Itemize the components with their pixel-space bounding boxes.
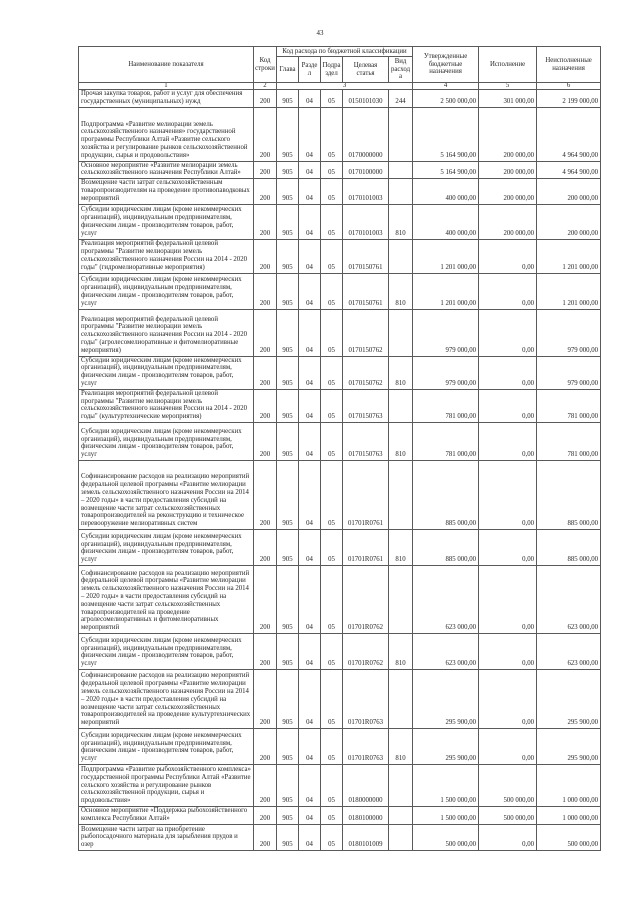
section-cell: 04: [299, 806, 321, 824]
expense-type-cell: [389, 565, 413, 633]
row-code-cell: 200: [254, 389, 277, 422]
section-cell: 04: [299, 239, 321, 273]
column-number: 1: [79, 83, 254, 90]
executed-amount-cell: 0,00: [479, 356, 537, 389]
expense-type-cell: 810: [389, 728, 413, 764]
chapter-cell: 905: [277, 107, 299, 161]
executed-amount-cell: 0,00: [479, 565, 537, 633]
row-name-cell: Софинансирование расходов на реализацию мероприятий федеральной целевой программы «Развитие мелиорации земель сельскохозяйственного назначения России на 2014 – 2020 годы» в части предоставления субсидий на возмещение части затрат сельскохозяйственных товаропроизводителей на проведение агролесомелиоративных и фитомелиоративных мероприятий: [79, 565, 254, 633]
row-name-cell: Субсидии юридическим лицам (кроме некоммерческих организаций), индивидуальным предпринимателям, физическим лицам - производителям товаров, работ, услуг: [79, 356, 254, 389]
row-name-cell: Субсидии юридическим лицам (кроме некоммерческих организаций), индивидуальным предпринимателям, физическим лицам - производителям товаров, работ, услуг: [79, 204, 254, 239]
target-article-cell: 0170101003: [343, 179, 389, 204]
chapter-cell: 905: [277, 565, 299, 633]
table-row: [79, 90, 601, 108]
table-row: [79, 273, 601, 309]
chapter-cell: 905: [277, 633, 299, 669]
table-row: [79, 204, 601, 239]
subsection-cell: 05: [321, 389, 343, 422]
row-name-cell: Софинансирование расходов на реализацию мероприятий федеральной целевой программы «Развитие мелиорации земель сельскохозяйственного назначения России на 2014 – 2020 годы» в части предоставления субсидий на возмещение части затрат сельскохозяйственных товаропроизводителей на проведение культуртехнических мероприятий: [79, 669, 254, 728]
target-article-cell: 0170150762: [343, 356, 389, 389]
header-subsection: Подраздел: [321, 57, 343, 83]
section-cell: 04: [299, 565, 321, 633]
approved-amount-cell: 1 500 000,00: [413, 806, 479, 824]
row-name-cell: Реализация мероприятий федеральной целевой программы "Развитие мелиорации земель сельскохозяйственного назначения России на 2014 - 2020 годы" (агролесомелиоративные и фитомелиоративные мероприятия): [79, 309, 254, 356]
row-code-cell: 200: [254, 529, 277, 565]
target-article-cell: 0180000000: [343, 764, 389, 806]
table-row: [79, 728, 601, 764]
target-article-cell: 01701R0763: [343, 728, 389, 764]
expense-type-cell: 810: [389, 633, 413, 669]
approved-amount-cell: 1 201 000,00: [413, 239, 479, 273]
row-code-cell: 200: [254, 204, 277, 239]
chapter-cell: 905: [277, 179, 299, 204]
executed-amount-cell: 200 000,00: [479, 204, 537, 239]
executed-amount-cell: 0,00: [479, 728, 537, 764]
target-article-cell: 0170150763: [343, 422, 389, 460]
unexecuted-amount-cell: 781 000,00: [537, 389, 601, 422]
executed-amount-cell: 0,00: [479, 239, 537, 273]
executed-amount-cell: 0,00: [479, 309, 537, 356]
row-name-cell: Субсидии юридическим лицам (кроме некоммерческих организаций), индивидуальным предпринимателям, физическим лицам - производителям товаров, работ, услуг: [79, 422, 254, 460]
executed-amount-cell: 0,00: [479, 460, 537, 529]
section-cell: 04: [299, 107, 321, 161]
target-article-cell: 0170150761: [343, 273, 389, 309]
section-cell: 04: [299, 728, 321, 764]
row-name-cell: Прочая закупка товаров, работ и услуг для обеспечения государственных (муниципальных) нужд: [79, 90, 254, 108]
unexecuted-amount-cell: 885 000,00: [537, 460, 601, 529]
column-number-row: [79, 83, 601, 90]
subsection-cell: 05: [321, 764, 343, 806]
column-number: 6: [537, 83, 601, 90]
target-article-cell: 01701R0761: [343, 529, 389, 565]
unexecuted-amount-cell: 200 000,00: [537, 179, 601, 204]
section-cell: 04: [299, 356, 321, 389]
table-row: [79, 356, 601, 389]
subsection-cell: 05: [321, 356, 343, 389]
row-name-cell: Основное мероприятие «Развитие мелиорации земель сельскохозяйственного назначения Республики Алтай»: [79, 161, 254, 179]
subsection-cell: 05: [321, 239, 343, 273]
chapter-cell: 905: [277, 204, 299, 239]
target-article-cell: 01701R0761: [343, 460, 389, 529]
approved-amount-cell: 295 900,00: [413, 728, 479, 764]
approved-amount-cell: 295 900,00: [413, 669, 479, 728]
row-name-cell: Субсидии юридическим лицам (кроме некоммерческих организаций), индивидуальным предпринимателям, физическим лицам - производителям товаров, работ, услуг: [79, 273, 254, 309]
chapter-cell: 905: [277, 389, 299, 422]
chapter-cell: 905: [277, 273, 299, 309]
unexecuted-amount-cell: 1 000 000,00: [537, 764, 601, 806]
table-row: [79, 422, 601, 460]
section-cell: 04: [299, 824, 321, 850]
subsection-cell: 05: [321, 204, 343, 239]
section-cell: 04: [299, 204, 321, 239]
executed-amount-cell: 0,00: [479, 633, 537, 669]
subsection-cell: 05: [321, 806, 343, 824]
subsection-cell: 05: [321, 422, 343, 460]
chapter-cell: 905: [277, 669, 299, 728]
subsection-cell: 05: [321, 90, 343, 108]
target-article-cell: 0170101003: [343, 204, 389, 239]
header-budget-code-group: Код расхода по бюджетной классификации: [277, 47, 413, 57]
approved-amount-cell: 781 000,00: [413, 422, 479, 460]
table-row: [79, 239, 601, 273]
executed-amount-cell: 500 000,00: [479, 806, 537, 824]
table-row: [79, 161, 601, 179]
unexecuted-amount-cell: 295 900,00: [537, 669, 601, 728]
header-chapter: Глава: [277, 57, 299, 83]
executed-amount-cell: 0,00: [479, 422, 537, 460]
section-cell: 04: [299, 90, 321, 108]
target-article-cell: 0180101009: [343, 824, 389, 850]
row-code-cell: 200: [254, 669, 277, 728]
target-article-cell: 0180100000: [343, 806, 389, 824]
row-name-cell: Реализация мероприятий федеральной целевой программы "Развитие мелиорации земель сельскохозяйственного назначения России на 2014 - 2020 годы" (гидромелиоративные мероприятия): [79, 239, 254, 273]
expense-type-cell: [389, 764, 413, 806]
table-row: [79, 806, 601, 824]
section-cell: 04: [299, 460, 321, 529]
expense-type-cell: [389, 460, 413, 529]
expense-type-cell: [389, 239, 413, 273]
row-name-cell: Субсидии юридическим лицам (кроме некоммерческих организаций), индивидуальным предпринимателям, физическим лицам - производителям товаров, работ, услуг: [79, 529, 254, 565]
unexecuted-amount-cell: 295 900,00: [537, 728, 601, 764]
row-name-cell: Софинансирование расходов на реализацию мероприятий федеральной целевой программы «Развитие мелиорации земель сельскохозяйственного назначения России на 2014 – 2020 годы» в части предоставления субсидий на возмещение части затрат сельскохозяйственных товаропроизводителей на реконструкцию и техническое перевооружение мелиоративных систем: [79, 460, 254, 529]
page-number: 43: [316, 29, 324, 37]
header-expense-type: Вид расхода: [389, 57, 413, 83]
unexecuted-amount-cell: 623 000,00: [537, 633, 601, 669]
unexecuted-amount-cell: 500 000,00: [537, 824, 601, 850]
subsection-cell: 05: [321, 565, 343, 633]
approved-amount-cell: 885 000,00: [413, 529, 479, 565]
column-number: 5: [479, 83, 537, 90]
approved-amount-cell: 885 000,00: [413, 460, 479, 529]
expense-type-cell: [389, 179, 413, 204]
subsection-cell: 05: [321, 529, 343, 565]
target-article-cell: 0150101030: [343, 90, 389, 108]
table-row: [79, 179, 601, 204]
budget-execution-table: [78, 46, 601, 851]
section-cell: 04: [299, 389, 321, 422]
row-name-cell: Подпрограмма «Развитие рыбохозяйственного комплекса» государственной программы Республики Алтай «Развитие сельского хозяйства и регулирование рынков сельскохозяйственной продукции, сырья и продовольствия»: [79, 764, 254, 806]
executed-amount-cell: 200 000,00: [479, 161, 537, 179]
header-row-code: Код строки: [254, 47, 277, 83]
column-number: 4: [413, 83, 479, 90]
approved-amount-cell: 1 201 000,00: [413, 273, 479, 309]
unexecuted-amount-cell: 200 000,00: [537, 204, 601, 239]
executed-amount-cell: 0,00: [479, 669, 537, 728]
approved-amount-cell: 781 000,00: [413, 389, 479, 422]
table-row: [79, 764, 601, 806]
section-cell: 04: [299, 633, 321, 669]
header-executed: Исполнение: [479, 47, 537, 83]
executed-amount-cell: 0,00: [479, 389, 537, 422]
chapter-cell: 905: [277, 239, 299, 273]
expense-type-cell: 810: [389, 356, 413, 389]
expense-type-cell: [389, 806, 413, 824]
row-code-cell: 200: [254, 161, 277, 179]
unexecuted-amount-cell: 781 000,00: [537, 422, 601, 460]
header-name: Наименование показателя: [79, 47, 254, 83]
unexecuted-amount-cell: 1 201 000,00: [537, 239, 601, 273]
executed-amount-cell: 301 000,00: [479, 90, 537, 108]
table-row: [79, 669, 601, 728]
approved-amount-cell: 623 000,00: [413, 565, 479, 633]
chapter-cell: 905: [277, 529, 299, 565]
row-code-cell: 200: [254, 309, 277, 356]
row-code-cell: 200: [254, 806, 277, 824]
section-cell: 04: [299, 669, 321, 728]
row-code-cell: 200: [254, 764, 277, 806]
row-code-cell: 200: [254, 728, 277, 764]
approved-amount-cell: 979 000,00: [413, 309, 479, 356]
row-code-cell: 200: [254, 90, 277, 108]
target-article-cell: 0170150762: [343, 309, 389, 356]
chapter-cell: 905: [277, 90, 299, 108]
executed-amount-cell: 0,00: [479, 529, 537, 565]
unexecuted-amount-cell: 979 000,00: [537, 356, 601, 389]
table-row: [79, 389, 601, 422]
table-row: [79, 529, 601, 565]
chapter-cell: 905: [277, 161, 299, 179]
target-article-cell: 01701R0762: [343, 565, 389, 633]
executed-amount-cell: 200 000,00: [479, 179, 537, 204]
chapter-cell: 905: [277, 806, 299, 824]
executed-amount-cell: 0,00: [479, 273, 537, 309]
row-code-cell: 200: [254, 179, 277, 204]
chapter-cell: 905: [277, 764, 299, 806]
chapter-cell: 905: [277, 356, 299, 389]
expense-type-cell: 244: [389, 90, 413, 108]
row-code-cell: 200: [254, 633, 277, 669]
subsection-cell: 05: [321, 460, 343, 529]
row-code-cell: 200: [254, 565, 277, 633]
expense-type-cell: [389, 309, 413, 356]
row-code-cell: 200: [254, 239, 277, 273]
row-name-cell: Субсидии юридическим лицам (кроме некоммерческих организаций), индивидуальным предпринимателям, физическим лицам - производителям товаров, работ, услуг: [79, 633, 254, 669]
subsection-cell: 05: [321, 633, 343, 669]
row-code-cell: 200: [254, 273, 277, 309]
subsection-cell: 05: [321, 824, 343, 850]
unexecuted-amount-cell: 2 199 000,00: [537, 90, 601, 108]
unexecuted-amount-cell: 4 964 900,00: [537, 161, 601, 179]
section-cell: 04: [299, 764, 321, 806]
expense-type-cell: [389, 389, 413, 422]
table-body: [79, 90, 601, 851]
row-name-cell: Реализация мероприятий федеральной целевой программы "Развитие мелиорации земель сельскохозяйственного назначения России на 2014 - 2020 годы" (культуртехнические мероприятия): [79, 389, 254, 422]
expense-type-cell: [389, 161, 413, 179]
target-article-cell: 0170150761: [343, 239, 389, 273]
unexecuted-amount-cell: 1 201 000,00: [537, 273, 601, 309]
subsection-cell: 05: [321, 309, 343, 356]
approved-amount-cell: 5 164 900,00: [413, 161, 479, 179]
table-row: [79, 633, 601, 669]
header-approved: Утвержденные бюджетные назначения: [413, 47, 479, 83]
section-cell: 04: [299, 273, 321, 309]
approved-amount-cell: 400 000,00: [413, 204, 479, 239]
row-name-cell: Подпрограмма «Развитие мелиорации земель сельскохозяйственного назначения» государственной программы Республики Алтай «Развитие сельского хозяйства и регулирование рынков сельскохозяйственной продукции, сырья и продовольствия»: [79, 107, 254, 161]
row-code-cell: 200: [254, 460, 277, 529]
header-row: [79, 47, 601, 57]
row-code-cell: 200: [254, 356, 277, 389]
expense-type-cell: [389, 669, 413, 728]
chapter-cell: 905: [277, 422, 299, 460]
header-unexecuted: Неисполненные назначения: [537, 47, 601, 83]
chapter-cell: 905: [277, 309, 299, 356]
section-cell: 04: [299, 529, 321, 565]
row-name-cell: Основное мероприятие «Поддержка рыбохозяйственного комплекса Республики Алтай»: [79, 806, 254, 824]
unexecuted-amount-cell: 1 000 000,00: [537, 806, 601, 824]
executed-amount-cell: 500 000,00: [479, 764, 537, 806]
unexecuted-amount-cell: 623 000,00: [537, 565, 601, 633]
subsection-cell: 05: [321, 669, 343, 728]
row-name-cell: Возмещение части затрат сельскохозяйственным товаропроизводителям на проведение противопаводковых мероприятий: [79, 179, 254, 204]
approved-amount-cell: 500 000,00: [413, 824, 479, 850]
section-cell: 04: [299, 422, 321, 460]
approved-amount-cell: 623 000,00: [413, 633, 479, 669]
target-article-cell: 0170000000: [343, 107, 389, 161]
section-cell: 04: [299, 161, 321, 179]
table-row: [79, 107, 601, 161]
section-cell: 04: [299, 309, 321, 356]
table-row: [79, 460, 601, 529]
subsection-cell: 05: [321, 107, 343, 161]
expense-type-cell: 810: [389, 529, 413, 565]
target-article-cell: 01701R0762: [343, 633, 389, 669]
section-cell: 04: [299, 179, 321, 204]
expense-type-cell: 810: [389, 204, 413, 239]
column-number: 3: [277, 83, 413, 90]
table-row: [79, 309, 601, 356]
row-code-cell: 200: [254, 107, 277, 161]
chapter-cell: 905: [277, 824, 299, 850]
subsection-cell: 05: [321, 161, 343, 179]
header-target-article: Целевая статья: [343, 57, 389, 83]
column-number: 2: [254, 83, 277, 90]
approved-amount-cell: 979 000,00: [413, 356, 479, 389]
chapter-cell: 905: [277, 728, 299, 764]
executed-amount-cell: 200 000,00: [479, 107, 537, 161]
approved-amount-cell: 5 164 900,00: [413, 107, 479, 161]
subsection-cell: 05: [321, 273, 343, 309]
unexecuted-amount-cell: 979 000,00: [537, 309, 601, 356]
expense-type-cell: 810: [389, 422, 413, 460]
approved-amount-cell: 2 500 000,00: [413, 90, 479, 108]
approved-amount-cell: 400 000,00: [413, 179, 479, 204]
approved-amount-cell: 1 500 000,00: [413, 764, 479, 806]
row-name-cell: Субсидии юридическим лицам (кроме некоммерческих организаций), индивидуальным предпринимателям, физическим лицам - производителям товаров, работ, услуг: [79, 728, 254, 764]
table-row: [79, 824, 601, 850]
target-article-cell: 01701R0763: [343, 669, 389, 728]
table-row: [79, 565, 601, 633]
target-article-cell: 0170150763: [343, 389, 389, 422]
target-article-cell: 0170100000: [343, 161, 389, 179]
row-name-cell: Возмещение части затрат на приобретение рыбопосадочного материала для зарыбления прудов и озер: [79, 824, 254, 850]
subsection-cell: 05: [321, 179, 343, 204]
unexecuted-amount-cell: 4 964 900,00: [537, 107, 601, 161]
unexecuted-amount-cell: 885 000,00: [537, 529, 601, 565]
executed-amount-cell: 0,00: [479, 824, 537, 850]
expense-type-cell: [389, 107, 413, 161]
subsection-cell: 05: [321, 728, 343, 764]
header-section: Раздел: [299, 57, 321, 83]
expense-type-cell: 810: [389, 273, 413, 309]
row-code-cell: 200: [254, 422, 277, 460]
chapter-cell: 905: [277, 460, 299, 529]
row-code-cell: 200: [254, 824, 277, 850]
expense-type-cell: [389, 824, 413, 850]
